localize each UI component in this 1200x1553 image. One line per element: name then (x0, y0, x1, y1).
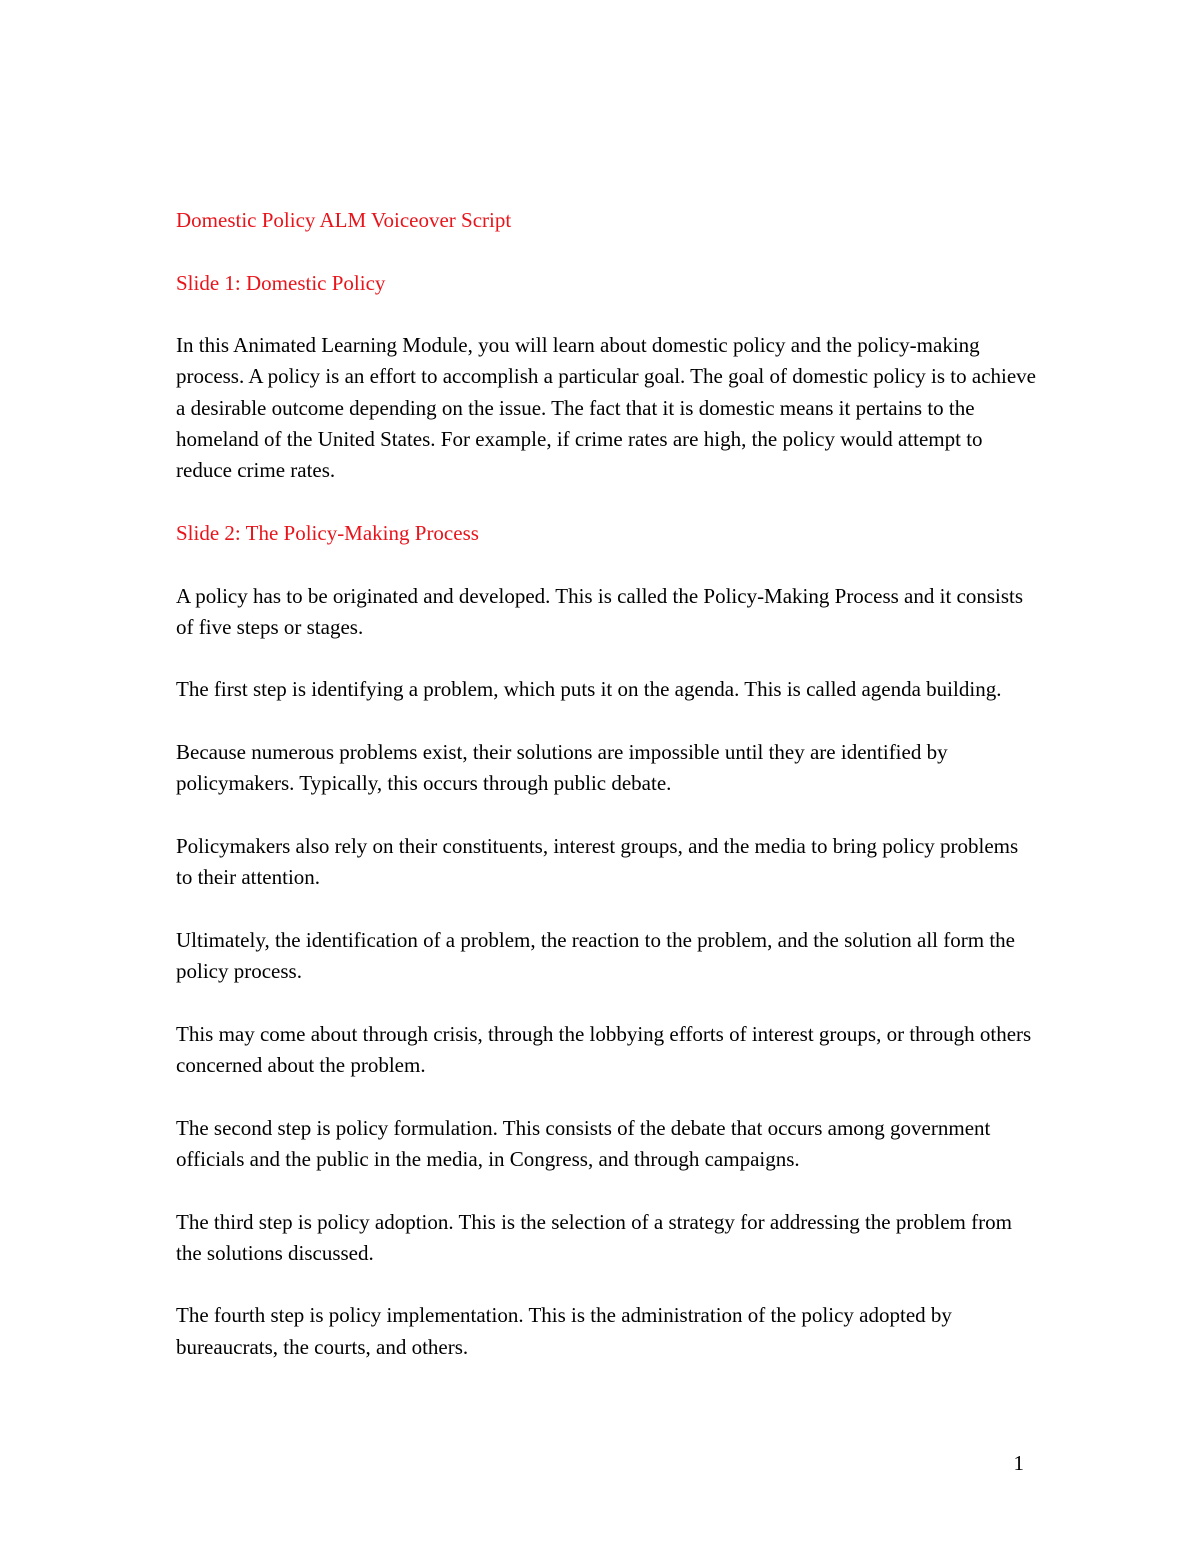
slide-2-paragraph: The first step is identifying a problem, which puts it on the agenda. This is called agenda building. (176, 677, 1002, 702)
document-title: Domestic Policy ALM Voiceover Script (176, 208, 512, 232)
slide-2-paragraph: Ultimately, the identification of a problem, the reaction to the problem, and the solution all form the policy process. (176, 927, 1015, 984)
page-number: 1 (1013, 1451, 1024, 1475)
slide-2-paragraph: The fourth step is policy implementation. This is the administration of the policy adopted by bureaucrats, the courts, and others. (176, 1303, 952, 1359)
slide-2-paragraph: The third step is policy adoption. This is the selection of a strategy for addressing the problem from the solutions discussed. (176, 1209, 1012, 1265)
slide-2-paragraph: Because numerous problems exist, their solutions are impossible until they are identified by policymakers. Typically, this occurs through public debate. (176, 740, 948, 796)
slide-2-paragraph: This may come about through crisis, through the lobbying efforts of interest groups, or through others concerned about the problem. (176, 1021, 1032, 1078)
slide-2-paragraph: A policy has to be originated and developed. This is called the Policy-Making Process and it consists of five steps or stages. (176, 583, 1024, 639)
slide-2-heading: Slide 2: The Policy-Making Process (176, 520, 479, 545)
slide-2-paragraph: The second step is policy formulation. This consists of the debate that occurs among government officials and the public in the media, in Congress, and through campaigns. (176, 1115, 991, 1171)
document-body (176, 205, 1036, 1394)
slide-2-paragraph: Policymakers also rely on their constituents, interest groups, and the media to bring policy problems to their attention. (176, 833, 1019, 890)
slide-1-paragraph: In this Animated Learning Module, you will learn about domestic policy and the policy-making process. A policy is an effort to accomplish a particular goal. The goal of domestic policy is to achieve a desirable outcome depending on the issue. The fact that it is domestic means it pertains to the homeland of the United States. For example, if crime rates are high, the policy would attempt to reduce crime rates. (176, 333, 1036, 483)
slide-1-heading: Slide 1: Domestic Policy (176, 270, 386, 295)
